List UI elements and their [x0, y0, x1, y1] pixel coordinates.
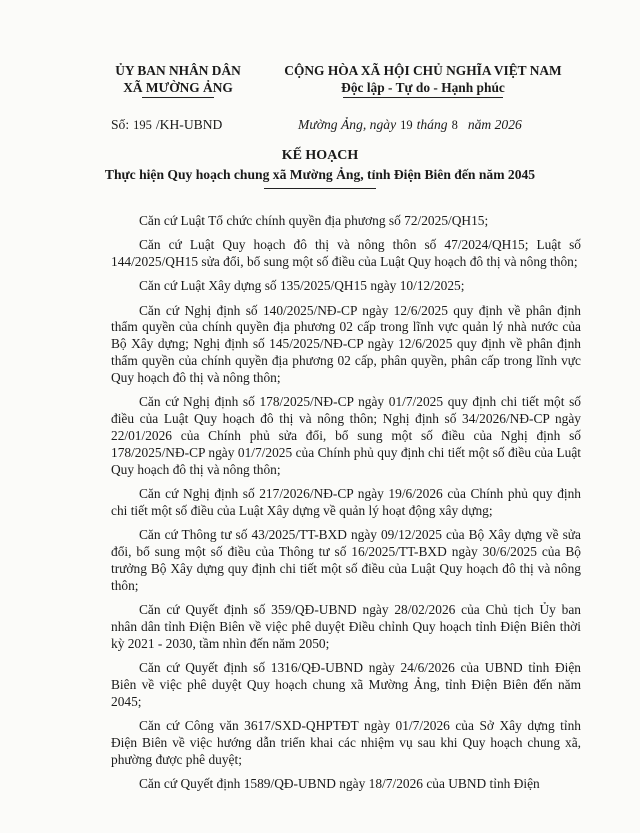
document-number	[111, 117, 222, 133]
date-month-label: tháng	[416, 117, 448, 132]
document-type-title: KẾ HOẠCH	[281, 148, 359, 163]
legal-basis-paragraph: Căn cứ Luật Quy hoạch đô thị và nông thôn số 47/2024/QH15; Luật số 144/2025/QH15 sửa đổi, bổ sung một số điều của Luật Quy hoạch đô thị và nông thôn;	[111, 237, 581, 270]
legal-basis-paragraph: Căn cứ Luật Tổ chức chính quyền địa phương số 72/2025/QH15;	[139, 213, 489, 228]
motto-line: Độc lập - Tự do - Hạnh phúc	[341, 80, 505, 95]
legal-basis-paragraph: Căn cứ Nghị định số 140/2025/NĐ-CP ngày 12/6/2025 quy định về phân định thẩm quyền của chính quyền địa phương 02 cấp trong lĩnh vực quản lý nhà nước của Bộ Xây dựng; Nghị định số 145/2025/NĐ-CP ngày 12/6/2025 quy định về phân định thẩm quyền của chính quyền địa phương 02 cấp, phân quyền, phân cấp trong lĩnh vực Quy hoạch đô thị và nông thôn;	[111, 302, 581, 386]
legal-basis-paragraph: Căn cứ Quyết định số 359/QĐ-UBND ngày 28/02/2026 của Chủ tịch Ủy ban nhân dân tỉnh Điện Biên về việc phê duyệt Điều chỉnh Quy hoạch tỉnh Điện Biên thời kỳ 2021 - 2030, tầm nhìn đến năm 2050;	[111, 602, 581, 652]
document-body	[111, 213, 581, 800]
issuing-authority	[98, 62, 258, 96]
doc-number-suffix: /KH-UBND	[155, 117, 223, 132]
motto-underline	[343, 97, 503, 98]
legal-basis-paragraph: Căn cứ Thông tư số 43/2025/TT-BXD ngày 09/12/2025 của Bộ Xây dựng về sửa đổi, bổ sung một số điều của Thông tư số 16/2025/TT-BXD ngày 30/6/2025 của Bộ trưởng Bộ Xây dựng quy định chi tiết một số điều của Luật Quy hoạch đô thị và nông thôn;	[111, 527, 581, 593]
legal-basis-paragraph: Căn cứ Quyết định số 1316/QĐ-UBND ngày 24/6/2026 của UBND tỉnh Điện Biên về việc phê duyệt Quy hoạch chung xã Mường Ảng, tỉnh Điện Biên đến năm 2045;	[111, 660, 581, 710]
date-place: Mường Ảng, ngày	[298, 117, 397, 132]
date-year: năm 2026	[467, 117, 522, 132]
doc-number-value: 195	[133, 118, 152, 132]
legal-basis-paragraph: Căn cứ Nghị định số 178/2025/NĐ-CP ngày 01/7/2025 quy định chi tiết một số điều của Luật Quy hoạch đô thị và nông thôn; Nghị định số 34/2026/NĐ-CP ngày 22/01/2026 của Chính phủ sửa đổi, bổ sung một số điều của Nghị định số 178/2025/NĐ-CP ngày 01/7/2025 của Chính phủ quy định chi tiết một số điều của Luật Quy hoạch đô thị và nông thôn;	[111, 394, 581, 477]
legal-basis-paragraph: Căn cứ Quyết định 1589/QĐ-UBND ngày 18/7/2026 của UBND tỉnh Điện	[139, 776, 540, 792]
legal-basis-paragraph: Căn cứ Luật Xây dựng số 135/2025/QH15 ngày 10/12/2025;	[139, 278, 465, 294]
date-month: 8	[451, 118, 458, 132]
authority-line-2: XÃ MƯỜNG ẢNG	[123, 80, 233, 95]
legal-basis-paragraph: Căn cứ Công văn 3617/SXD-QHPTĐT ngày 01/7/2026 của Sở Xây dựng tỉnh Điện Biên về việc hướng dẫn triển khai các nhiệm vụ sau khi Quy hoạch chung xã, phường được phê duyệt;	[111, 718, 581, 768]
document-date	[298, 117, 522, 133]
doc-number-prefix: Số:	[111, 117, 130, 132]
national-name: CỘNG HÒA XÃ HỘI CHỦ NGHĨA VIỆT NAM	[284, 63, 562, 78]
national-motto	[268, 62, 578, 96]
document-subject: Thực hiện Quy hoạch chung xã Mường Ảng, tỉnh Điện Biên đến năm 2045	[104, 167, 536, 182]
date-day: 19	[400, 118, 413, 132]
authority-line-1: ỦY BAN NHÂN DÂN	[115, 63, 241, 78]
title-underline	[264, 188, 376, 189]
legal-basis-paragraph: Căn cứ Nghị định số 217/2026/NĐ-CP ngày 19/6/2026 của Chính phủ quy định chi tiết một số điều của Luật Xây dựng về quản lý hoạt động xây dựng;	[111, 486, 581, 519]
authority-underline	[142, 97, 214, 98]
